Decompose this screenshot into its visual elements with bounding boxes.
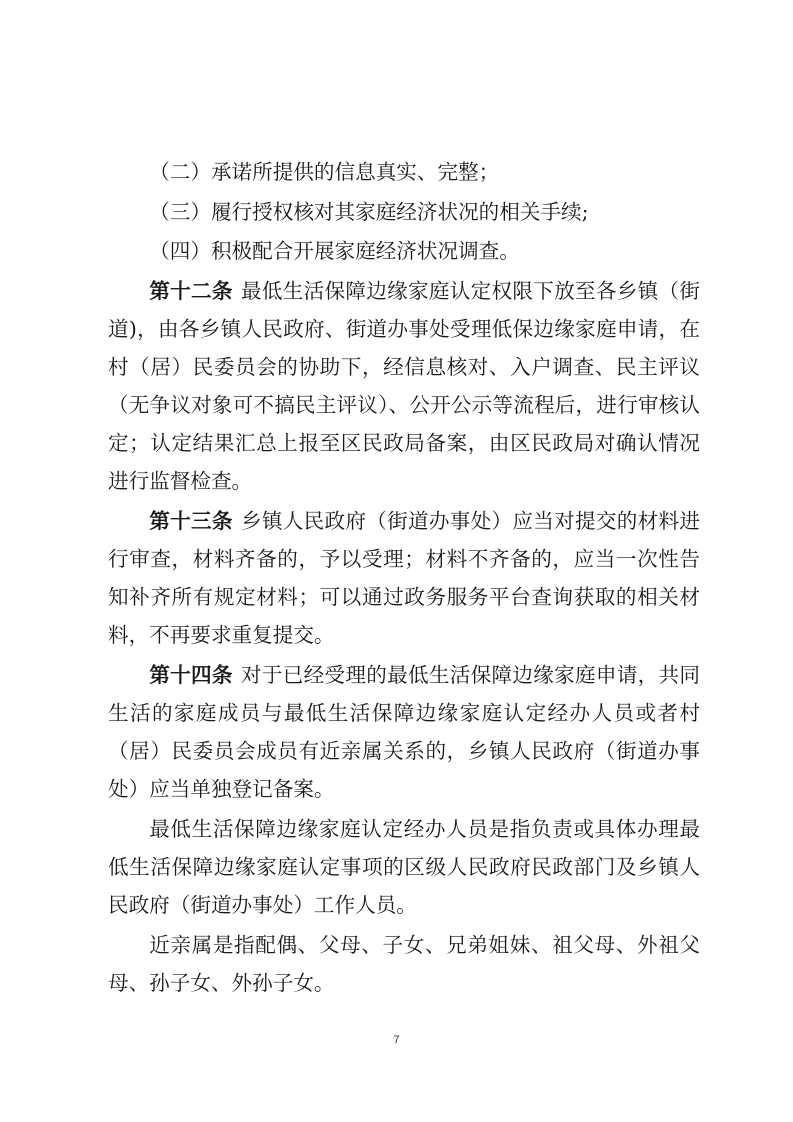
article-12	[108, 272, 700, 500]
paragraph-item-2	[108, 153, 700, 191]
article-heading: 第十三条	[149, 509, 233, 533]
article-heading: 第十二条	[149, 279, 233, 303]
article-14	[108, 656, 700, 808]
paragraph-item-3	[108, 193, 700, 231]
document-body	[108, 153, 700, 1004]
article-heading: 第十四条	[149, 663, 233, 687]
paragraph-text: 最低生活保障边缘家庭认定权限下放至各乡镇（街道)，由各乡镇人民政府、街道办事处受理低保边缘家庭申请，在村（居）民委员会的协助下，经信息核对、入户调查、民主评议（无争议对象可不搞民主评议）、公开公示等流程后，进行审核认定；认定结果汇总上报至区民政局备案，由区民政局对确认情况进行监督检查。	[108, 279, 701, 493]
page-number: 7	[393, 1034, 400, 1046]
paragraph-text: 近亲属是指配偶、父母、子女、兄弟姐妹、祖父母、外祖父母、孙子女、外孙子女。	[108, 933, 700, 995]
article-13	[108, 502, 700, 654]
definition-relatives	[108, 926, 700, 1002]
definition-staff	[108, 810, 700, 924]
paragraph-text: 乡镇人民政府（街道办事处）应当对提交的材料进行审查，材料齐备的，予以受理；材料不齐备的，应当一次性告知补齐所有规定材料；可以通过政务服务平台查询获取的相关材料，不再要求重复提交。	[108, 509, 701, 647]
paragraph-text: （三）履行授权核对其家庭经济状况的相关手续;	[149, 199, 589, 224]
paragraph-text: 最低生活保障边缘家庭认定经办人员是指负责或具体办理最低生活保障边缘家庭认定事项的区级人民政府民政部门及乡镇人民政府（街道办事处）工作人员。	[108, 817, 700, 917]
paragraph-text: 对于已经受理的最低生活保障边缘家庭申请，共同生活的家庭成员与最低生活保障边缘家庭认定经办人员或者村（居）民委员会成员有近亲属关系的，乡镇人民政府（街道办事处）应当单独登记备案。	[108, 663, 701, 801]
paragraph-text: （二）承诺所提供的信息真实、完整；	[149, 160, 500, 184]
paragraph-item-4	[108, 232, 700, 270]
paragraph-text: （四）积极配合开展家庭经济状况调查。	[149, 239, 520, 263]
